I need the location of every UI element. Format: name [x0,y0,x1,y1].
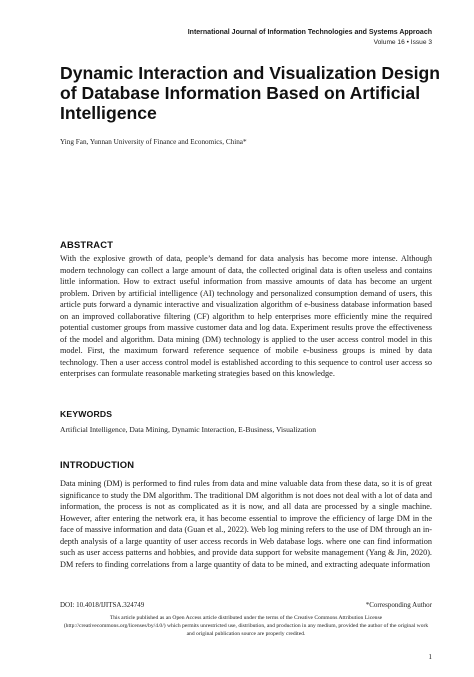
license-notice: This article published as an Open Access article distributed under the terms of the Creative Commons Attribution License (http://creativecommons.org/licenses/by/4.0/) which permits unrestricted use, distribution, and production in any medium, provided the author of the original work and original publication source are properly credited. [63,615,429,637]
volume-issue: Volume 16 • Issue 3 [373,38,432,46]
journal-name: International Journal of Information Technologies and Systems Approach [187,29,432,36]
page-number: 1 [428,653,432,661]
abstract-text: With the explosive growth of data, people’s demand for data analysis has become more intense. Although modern technology can collect a large amount of data, the collected original data is often useless and contains little information. How to extract useful information from massive amounts of data has become an urgent problem. Driven by artificial intelligence (AI) technology and personalized consumption demand of users, this article puts forward a dynamic interactive and visualization algorithm of e-business database information based on an improved collaborative filtering (CF) algorithm to help enterprises more efficiently mine the required potential customer groups from massive customer data and log data. Experiment results prove the effectiveness of the model and algorithm. Data mining (DM) technology is applied to the user access control model in this model. First, the maximum forward reference sequence of mobile e-business groups is mined by data technology. Then a user access control model is established according to this sequence to control user access so enterprises can formulate reasonable marketing strategies based on this knowledge. [60,254,432,379]
introduction-text: Data mining (DM) is performed to find rules from data and mine valuable data from these data, so it is of great significance to study the DM algorithm. The traditional DM algorithm is not does not deal with a lot of data and information, the process is not as complicated as it is now, and all data are processed by a single machine. However, after entering the network era, it has become essential to improve the efficiency of large DM in the face of massive information and data (Guan et al., 2022). Web log mining refers to the use of DM through an in-depth analysis of a large quantity of user access records in Web database logs. where one can find information such as user access patterns and hobbies, and provide data support for website management (Yang & Jin, 2020). DM refers to finding correlations from a large quantity of data to be mined, and extracting adequate information [60,479,432,569]
keywords-heading: KEYWORDS [60,409,113,419]
journal-header [188,28,432,47]
paper-title: Dynamic Interaction and Visualization Design of Database Information Based on Artificial Intelligence [60,63,440,123]
corresponding-author-note: *Corresponding Author [365,601,432,609]
introduction-heading: INTRODUCTION [60,459,135,470]
doi-link[interactable]: DOI: 10.4018/IJITSA.324749 [60,601,145,609]
abstract-heading: ABSTRACT [60,239,114,250]
keywords-text: Artificial Intelligence, Data Mining, Dynamic Interaction, E-Business, Visualization [60,425,317,434]
author-affiliation: Ying Fan, Yunnan University of Finance and Economics, China* [60,138,247,146]
